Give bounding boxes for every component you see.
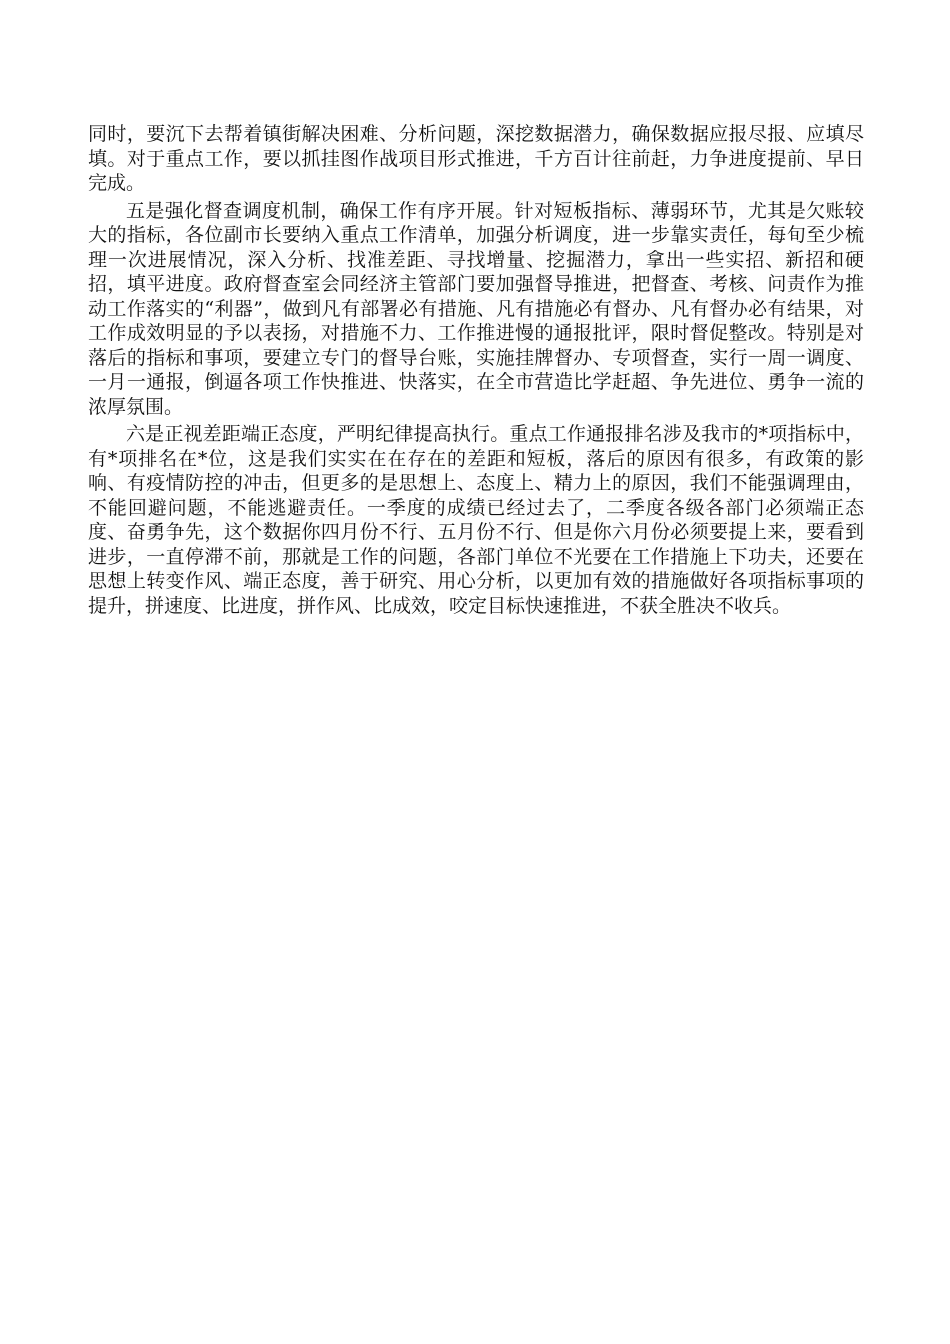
document-body bbox=[88, 122, 864, 621]
paragraph-continuation: 同时，要沉下去帮着镇街解决困难、分析问题，深挖数据潜力，确保数据应报尽报、应填尽填。对于重点工作，要以抓挂图作战项目形式推进，千方百计往前赶，力争进度提前、早日完成。 bbox=[88, 123, 864, 194]
paragraph-five-supervision: 五是强化督查调度机制，确保工作有序开展。针对短板指标、薄弱环节，尤其是欠账较大的指标，各位副市长要纳入重点工作清单，加强分析调度，进一步靠实责任，每旬至少梳理一次进展情况，深入分析、找准差距、寻找增量、挖掘潜力，拿出一些实招、新招和硬招，填平进度。政府督查室会同经济主管部门要加强督导推进，把督查、考核、问责作为推动工作落实的“利器”，做到凡有部署必有措施、凡有措施必有督办、凡有督办必有结果，对工作成效明显的予以表扬，对措施不力、工作推进慢的通报批评，限时督促整改。特别是对落后的指标和事项，要建立专门的督导台账，实施挂牌督办、专项督查，实行一周一调度、一月一通报，倒逼各项工作快推进、快落实，在全市营造比学赶超、争先进位、勇争一流的浓厚氛围。 bbox=[88, 199, 864, 418]
paragraph-six-discipline: 六是正视差距端正态度，严明纪律提高执行。重点工作通报排名涉及我市的*项指标中，有*项排名在*位，这是我们实实在在存在的差距和短板，落后的原因有很多，有政策的影响、有疫情防控的冲击，但更多的是思想上、态度上、精力上的原因，我们不能强调理由，不能回避问题，不能逃避责任。一季度的成绩已经过去了，二季度各级各部门必须端正态度、奋勇争先，这个数据你四月份不行、五月份不行、但是你六月份必须要提上来，要看到进步，一直停滞不前，那就是工作的问题，各部门单位不光要在工作措施上下功夫，还要在思想上转变作风、端正态度，善于研究、用心分析，以更加有效的措施做好各项指标事项的提升，拼速度、比进度，拼作风、比成效，咬定目标快速推进，不获全胜决不收兵。 bbox=[88, 423, 864, 617]
